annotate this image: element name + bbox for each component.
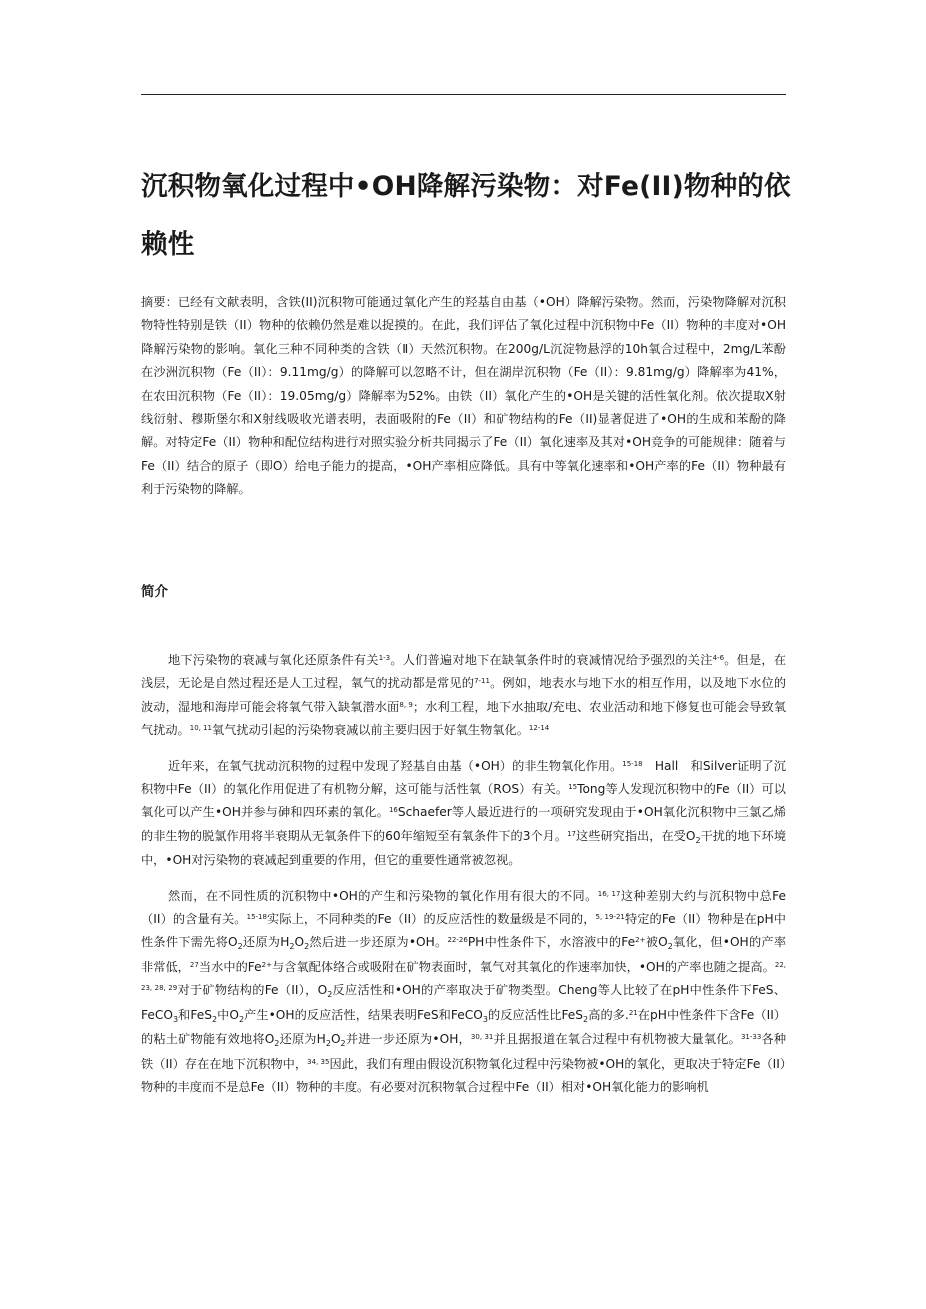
subscript: 2 bbox=[583, 1014, 589, 1024]
text-run: 近年来，在氧气扰动沉积物的过程中发现了羟基自由基（•OH）的非生物氧化作用。 bbox=[168, 758, 623, 773]
subscript: 3 bbox=[482, 1014, 488, 1024]
citation: 30, 31 bbox=[470, 1033, 494, 1042]
text-run: 并且据报道在氧合过程中有机物被大量氧化。 bbox=[493, 1032, 741, 1047]
paragraph bbox=[141, 649, 786, 743]
citation: 34, 35 bbox=[307, 1057, 330, 1066]
subscript: 2 bbox=[304, 942, 310, 952]
text-run: 中O bbox=[217, 1007, 239, 1022]
citation: 31-33 bbox=[740, 1033, 762, 1042]
subscript: 2 bbox=[274, 1039, 280, 1049]
citation: 17 bbox=[567, 829, 577, 838]
subscript: 2 bbox=[289, 942, 295, 952]
citation: 8, 9 bbox=[399, 700, 413, 709]
section-heading-introduction: 简介 bbox=[141, 584, 168, 600]
text-run: O bbox=[330, 1032, 341, 1047]
text-run: Schaefer等人最近进行的一项研究发现由于•OH氧化沉积物中三氯乙烯的非生物的脱氯作用将半衰期从无氧条件下的60年缩短至有氧条件下的3个月。 bbox=[141, 805, 786, 843]
subscript: 2 bbox=[667, 942, 673, 952]
text-run: 氧气扰动引起的污染物衰减以前主要归因于好氧生物氧化。 bbox=[212, 723, 529, 738]
text-run: PH中性条件下，水溶液中的Fe bbox=[467, 935, 636, 950]
paragraph bbox=[141, 755, 786, 873]
subscript: 2 bbox=[325, 1039, 331, 1049]
text-run: 氧化，但•OH的产率非常低， bbox=[141, 935, 787, 974]
text-run: 各种铁（II）存在在地下沉积物中， bbox=[141, 1032, 787, 1071]
text-run: 还原为H bbox=[279, 1032, 326, 1047]
text-run: 地下污染物的衰减与氧化还原条件有关 bbox=[168, 653, 379, 667]
text-run: ；水利工程，地下水抽取/充电、农业活动和地下修复也可能会导致氧气扰动。 bbox=[141, 699, 787, 738]
text-run: 产生•OH的反应活性，结果表明FeS和FeCO bbox=[244, 1007, 483, 1022]
citation: 12-14 bbox=[528, 724, 550, 733]
citation: 10, 11 bbox=[189, 724, 213, 733]
subscript: 3 bbox=[172, 1014, 179, 1024]
subscript: 2 bbox=[238, 1014, 245, 1024]
text-run: 当水中的Fe bbox=[198, 959, 262, 974]
text-run: 。但是，在浅层，无论是自然过程还是人工过程，氧气的扰动都是常见的 bbox=[141, 653, 787, 691]
citation: 22-26 bbox=[447, 936, 468, 945]
text-run: Hall 和Silver证明了沉积物中Fe（II）的氧化作用促进了有机物分解，这可能与活性氧（ROS）有关。 bbox=[141, 758, 786, 797]
subscript: 2 bbox=[340, 1039, 346, 1049]
text-run: 特定的Fe（II）物种是在pH中性条件下需先将O bbox=[141, 912, 786, 950]
text-run: 实际上，不同种类的Fe（II）的反应活性的数量级是不同的， bbox=[266, 912, 596, 927]
subscript: 2 bbox=[211, 1014, 218, 1024]
text-run: 然后进一步还原为•OH。 bbox=[309, 935, 448, 950]
header-rule bbox=[141, 94, 786, 95]
text-run: 。例如，地表水与地下水的相互作用，以及地下水位的波动，湿地和海岸可能会将氧气带入缺氧潜水面 bbox=[141, 676, 787, 714]
text-run: 的反应活性比FeS bbox=[487, 1007, 584, 1022]
text-run: 干扰的地下环境中，•OH对污染物的衰减起到重要的作用，但它的重要性通常被忽视。 bbox=[141, 828, 787, 868]
abstract: 摘要：已经有文献表明，含铁(II)沉积物可能通过氧化产生的羟基自由基（•OH）降解污染物。然而，污染物降解对沉积物特性特别是铁（II）物种的依赖仍然是难以捉摸的。在此，我们评估了氧化过程中沉积物中Fe（II）物种的丰度对•OH降解污染物的影响。氧化三种不同种类的含铁（Ⅱ）天然沉积物。在200g/L沉淀物悬浮的10h氧合过程中，2mg/L苯酚在沙洲沉积物（Fe（II）：9.11mg/g）的降解可以忽略不计，但在湖岸沉积物（Fe（II）：9.81mg/g）降解率为41%，在农田沉积物（Fe（II）：19.05mg/g）降解率为52%。由铁（II）氧化产生的•OH是关键的活性氧化剂。依次提取X射线衍射、穆斯堡尔和X射线吸收光谱表明，表面吸附的Fe（II）和矿物结构的Fe（II)显著促进了•OH的生成和苯酚的降解。对特定Fe（II）物种和配位结构进行对照实验分析共同揭示了Fe（II）氧化速率及其对•OH竞争的可能规律：随着与Fe（II）结合的原子（即O）给电子能力的提高，•OH产率相应降低。具有中等氧化速率和•OH产率的Fe（II）物种最有利于污染物的降解。 bbox=[141, 295, 786, 497]
subscript: 2 bbox=[327, 990, 333, 1000]
introduction-body bbox=[141, 649, 786, 1111]
citation: 15 bbox=[568, 783, 578, 792]
text-run: 因此，我们有理由假设沉积物氧化过程中污染物被•OH的氧化，更取决于特定Fe（II）物种的丰度而不是总Fe（II）物种的丰度。有必要对沉积物氧合过程中Fe（II）相对•OH氧化能力的影响机 bbox=[141, 1056, 786, 1094]
text-run: 和FeS bbox=[178, 1007, 212, 1022]
text-run: 这些研究指出，在受O bbox=[576, 828, 696, 843]
subscript: 2 bbox=[237, 942, 243, 952]
citation: 5, 19-21 bbox=[595, 913, 625, 922]
citation: 1-3 bbox=[378, 654, 391, 662]
text-run: 对于矿物结构的Fe（II），O bbox=[177, 983, 328, 998]
citation: 27 bbox=[189, 960, 199, 969]
text-run: 。人们普遍对地下在缺氧条件时的衰减情况给予强烈的关注 bbox=[390, 653, 713, 667]
text-run: O bbox=[294, 935, 305, 950]
paper-title: 沉积物氧化过程中•OH降解污染物：对Fe(II)物种的依赖性 bbox=[141, 171, 791, 260]
text-run: 高的多. bbox=[588, 1007, 629, 1022]
text-run: 还原为H bbox=[242, 935, 290, 950]
text-run: 反应活性和•OH的产率取决于矿物类型。Cheng等人比较了在pH中性条件下FeS、FeCO bbox=[141, 983, 786, 1022]
text-run: Tong等人发现沉积物中的Fe（II）可以氧化可以产生•OH并参与砷和四环素的氧化。 bbox=[141, 782, 786, 820]
citation: 2+ bbox=[635, 936, 646, 945]
subscript: 2 bbox=[695, 835, 701, 845]
citation: 16, 17 bbox=[597, 889, 621, 898]
text-run: 然而，在不同性质的沉积物中•OH的产生和污染物的氧化作用有很大的不同。 bbox=[168, 888, 598, 903]
text-run: 并进一步还原为•OH， bbox=[345, 1032, 471, 1047]
text-run: 被O bbox=[645, 935, 668, 950]
citation: 15-18 bbox=[246, 913, 267, 922]
citation: 4-6 bbox=[712, 654, 725, 662]
citation: 21 bbox=[628, 1008, 638, 1017]
text-run: 与含氧配体络合或吸附在矿物表面时，氧气对其氧化的作速率加快，•OH的产率也随之提高。 bbox=[271, 959, 775, 974]
citation: 15-18 bbox=[622, 759, 643, 768]
text-run: 这种差别大约与沉积物中总Fe（II）的含量有关。 bbox=[141, 888, 787, 927]
citation: 22, 23, 28, 29 bbox=[141, 960, 787, 993]
text-run: 在pH中性条件下含Fe（II）的粘土矿物能有效地将O bbox=[141, 1007, 787, 1047]
paragraph bbox=[141, 885, 786, 1100]
citation: 2+ bbox=[261, 960, 272, 969]
citation: 16 bbox=[388, 806, 398, 815]
citation: 7-11 bbox=[474, 677, 490, 686]
